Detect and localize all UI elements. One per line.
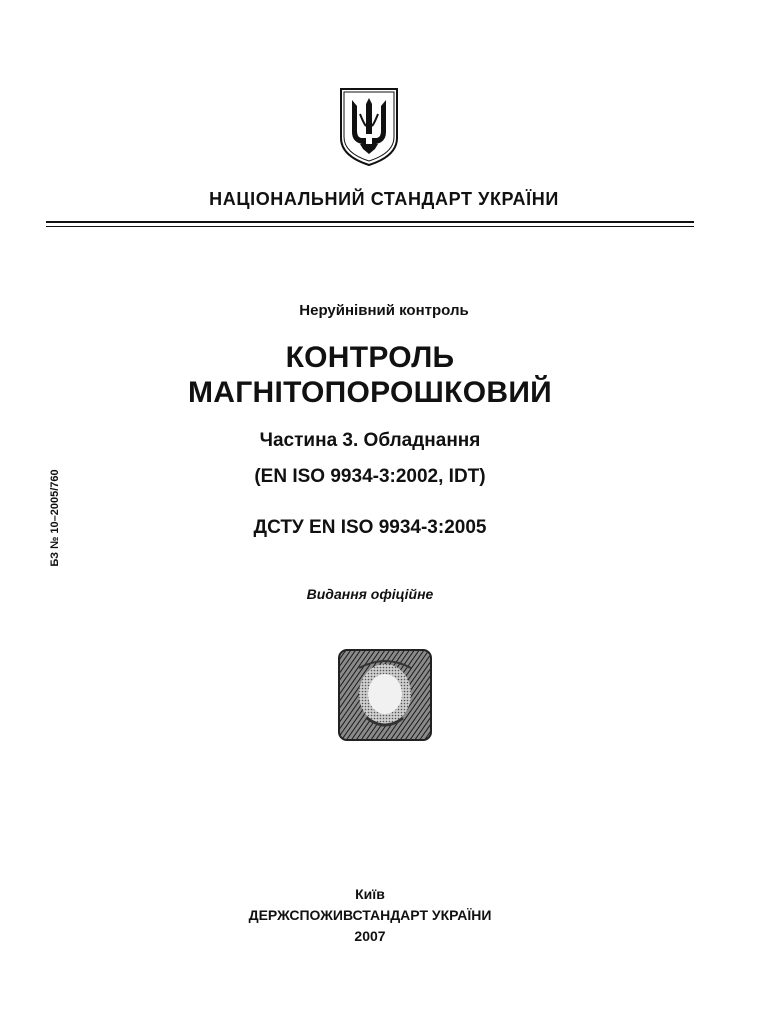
- standard-designation: ДСТУ EN ISO 9934-3:2005: [253, 517, 487, 538]
- document-title: [0, 340, 740, 410]
- document-title-line-1: КОНТРОЛЬ: [285, 341, 455, 374]
- document-title-line-2: МАГНІТОПОРОШКОВИЙ: [187, 376, 553, 409]
- document-part: Частина 3. Обладнання: [259, 430, 481, 451]
- hologram-seal-icon: [337, 648, 433, 742]
- publication-year: 2007: [354, 928, 386, 944]
- edition-note: Видання офіційне: [306, 586, 434, 602]
- document-subject: Неруйнівний контроль: [299, 302, 469, 319]
- national-standard-heading: НАЦІОНАЛЬНИЙ СТАНДАРТ УКРАЇНИ: [209, 189, 559, 209]
- trident-emblem-icon: [338, 86, 400, 168]
- en-reference: (EN ISO 9934-3:2002, IDT): [254, 466, 486, 487]
- header-divider-thin: [46, 226, 694, 227]
- header-divider-thick: [46, 221, 694, 223]
- publisher-name: ДЕРЖСПОЖИВСТАНДАРТ УКРАЇНИ: [248, 907, 492, 923]
- side-registration-text: БЗ № 10–2005/760: [49, 469, 61, 567]
- publication-city: Київ: [355, 886, 385, 902]
